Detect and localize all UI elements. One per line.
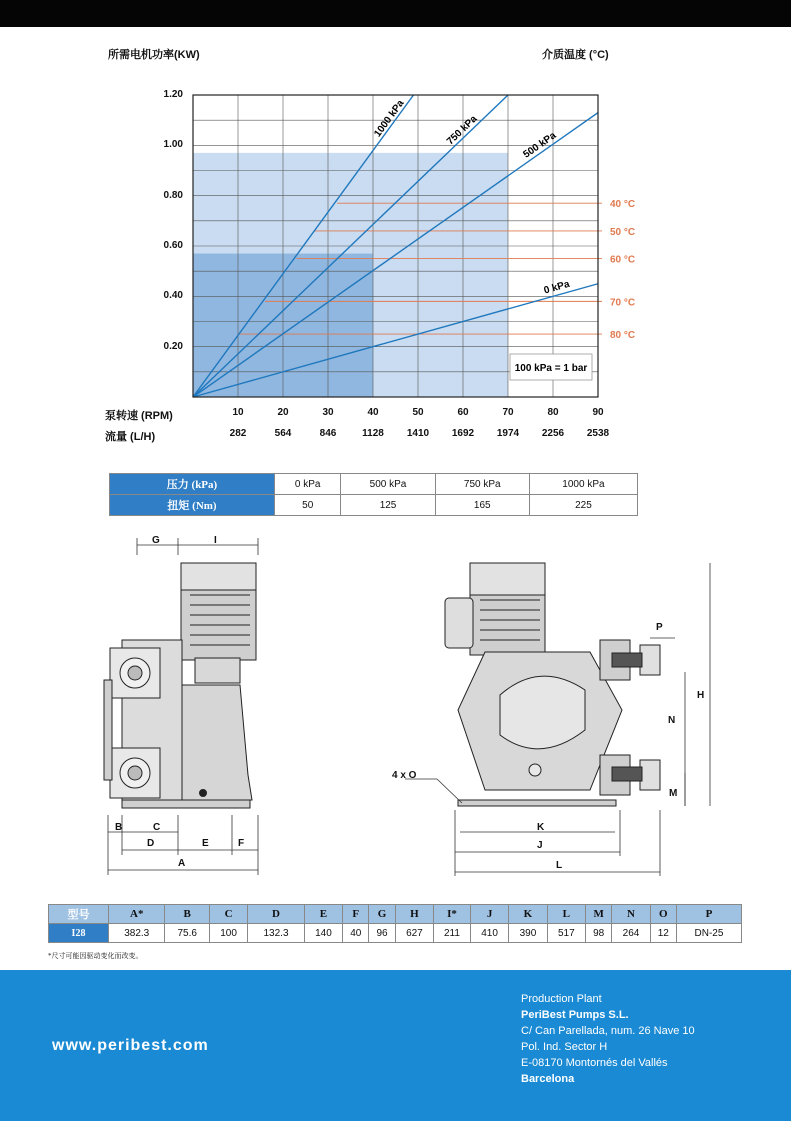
pressure-cell: 500 kPa (341, 474, 435, 495)
x-tick-label: 30 (322, 407, 334, 418)
x-tick-label: 70 (502, 407, 514, 418)
torque-label: 扭矩 (Nm) (110, 495, 275, 516)
dims-value-cell: 382.3 (109, 924, 165, 943)
dims-value-cell: 140 (304, 924, 342, 943)
y-tick-label: 0.80 (163, 189, 183, 201)
y-tick-label: 0.40 (163, 290, 183, 302)
dims-value-cell: 96 (369, 924, 395, 943)
dims-header-cell: P (676, 905, 741, 924)
flow-tick-label: 1128 (362, 428, 384, 439)
dim-label-f: F (238, 838, 245, 849)
flow-tick-label: 282 (229, 428, 247, 439)
annotation-text: 100 kPa = 1 bar (514, 363, 588, 374)
temp-label-4: 80 °C (610, 330, 636, 342)
dims-header-cell: E (304, 905, 342, 924)
temp-label-3: 70 °C (610, 297, 636, 309)
torque-cell: 125 (341, 495, 435, 516)
dims-value-cell: 40 (343, 924, 369, 943)
temp-label-1: 50 °C (610, 226, 636, 238)
dim-label-j: J (537, 840, 543, 851)
series-label-0: 1000 kPa (372, 98, 407, 140)
dims-value-cell: 100 (209, 924, 247, 943)
dims-value-cell: 75.6 (165, 924, 209, 943)
dims-header-cell: K (509, 905, 547, 924)
address-line-3: E-08170 Montornés del Vallés (521, 1057, 668, 1069)
dims-header-cell: L (547, 905, 585, 924)
torque-row (110, 495, 638, 516)
xlabel-rpm: 泵转速 (RPM) (105, 410, 173, 422)
x-tick-label: 60 (457, 407, 469, 418)
plant-label: Production Plant (521, 993, 602, 1005)
chart-background (193, 153, 508, 397)
torque-cell: 225 (529, 495, 637, 516)
temp-label-0: 40 °C (610, 199, 636, 211)
pressure-cell: 750 kPa (435, 474, 529, 495)
dims-header-cell: J (470, 905, 508, 924)
dim-label-h: H (697, 690, 705, 701)
power-chart (0, 0, 791, 460)
series-label-2: 500 kPa (521, 130, 559, 161)
dim-label-i: I (214, 535, 217, 546)
side-view-drawing (104, 563, 256, 808)
pressure-table (109, 473, 638, 516)
series-label-1: 750 kPa (444, 113, 480, 148)
dims-header-row (49, 905, 742, 924)
dimensions-table (48, 904, 742, 943)
torque-cell: 50 (275, 495, 341, 516)
dim-label-d: D (147, 838, 155, 849)
pressure-row (110, 474, 638, 495)
dims-value-cell: 264 (612, 924, 650, 943)
x-tick-label: 20 (277, 407, 289, 418)
flow-tick-label: 846 (319, 428, 337, 439)
pressure-label: 压力 (kPa) (110, 474, 275, 495)
city: Barcelona (521, 1073, 575, 1085)
chart-ylabel-right: 介质温度 (°C) (542, 49, 609, 61)
dim-label-a: A (178, 858, 186, 869)
xlabel-flow: 流量 (L/H) (105, 431, 156, 443)
dim-label-c: C (153, 822, 161, 833)
y-tick-label: 0.60 (163, 240, 183, 251)
address-line-1: C/ Can Parellada, num. 26 Nave 10 (521, 1025, 695, 1037)
pressure-cell: 0 kPa (275, 474, 341, 495)
dims-value-cell: 517 (547, 924, 585, 943)
dims-header-cell: H (395, 905, 433, 924)
flow-tick-label: 1974 (496, 428, 520, 439)
flow-tick-label: 2538 (586, 428, 610, 439)
y-tick-label: 1.20 (163, 89, 183, 100)
company-name: PeriBest Pumps S.L. (521, 1009, 629, 1021)
dims-header-cell: B (165, 905, 209, 924)
chart-ylabel: 所需电机功率(KW) (108, 49, 200, 61)
dim-label-e: E (202, 838, 209, 849)
address-block (521, 991, 695, 1087)
front-view-drawing (445, 563, 660, 806)
dims-header-cell: D (248, 905, 304, 924)
series-label-3: 0 kPa (542, 278, 571, 297)
footer (0, 970, 791, 1121)
dim-label-p: P (656, 622, 663, 633)
dims-header-cell: F (343, 905, 369, 924)
dims-header-cell: N (612, 905, 650, 924)
dim-label-b: B (115, 822, 123, 833)
dims-header-cell: C (209, 905, 247, 924)
dim-label-o: 4 x O (392, 770, 417, 781)
address-line-2: Pol. Ind. Sector H (521, 1041, 608, 1053)
dims-value-cell: 132.3 (248, 924, 304, 943)
dims-note: *尺寸可能因驱动变化而改变。 (48, 952, 143, 960)
torque-cell: 165 (435, 495, 529, 516)
x-tick-label: 40 (367, 407, 379, 418)
dims-value-row (49, 924, 742, 943)
dims-value-cell: 98 (586, 924, 612, 943)
y-tick-label: 1.00 (163, 139, 183, 151)
dims-header-cell: A* (109, 905, 165, 924)
dim-label-k: K (537, 822, 545, 833)
website-link[interactable]: www.peribest.com (52, 1037, 209, 1054)
dim-label-n: N (668, 715, 676, 726)
temp-label-2: 60 °C (610, 254, 636, 266)
x-tick-label: 50 (412, 407, 424, 418)
dims-header-cell: I* (434, 905, 471, 924)
y-tick-label: 0.20 (163, 340, 183, 352)
dims-header-cell: O (650, 905, 676, 924)
flow-tick-label: 1410 (406, 428, 430, 439)
flow-tick-label: 1692 (451, 428, 475, 439)
x-tick-label: 10 (232, 407, 244, 418)
x-tick-label: 90 (592, 407, 604, 418)
pressure-cell: 1000 kPa (529, 474, 637, 495)
dims-header-cell: M (586, 905, 612, 924)
dims-value-cell: 12 (650, 924, 676, 943)
dims-header-cell: G (369, 905, 395, 924)
x-tick-label: 80 (547, 407, 559, 418)
dims-value-cell: 627 (395, 924, 433, 943)
dim-label-l: L (556, 860, 563, 871)
dim-label-m: M (669, 788, 678, 799)
dims-value-cell: DN-25 (676, 924, 741, 943)
flow-tick-label: 2256 (541, 428, 565, 439)
dim-label-g: G (152, 535, 160, 546)
dims-value-cell: 211 (434, 924, 471, 943)
flow-tick-label: 564 (274, 428, 292, 439)
dims-header-cell: 型号 (49, 905, 109, 924)
dims-value-cell: I28 (49, 924, 109, 943)
dims-value-cell: 410 (470, 924, 508, 943)
dims-value-cell: 390 (509, 924, 547, 943)
